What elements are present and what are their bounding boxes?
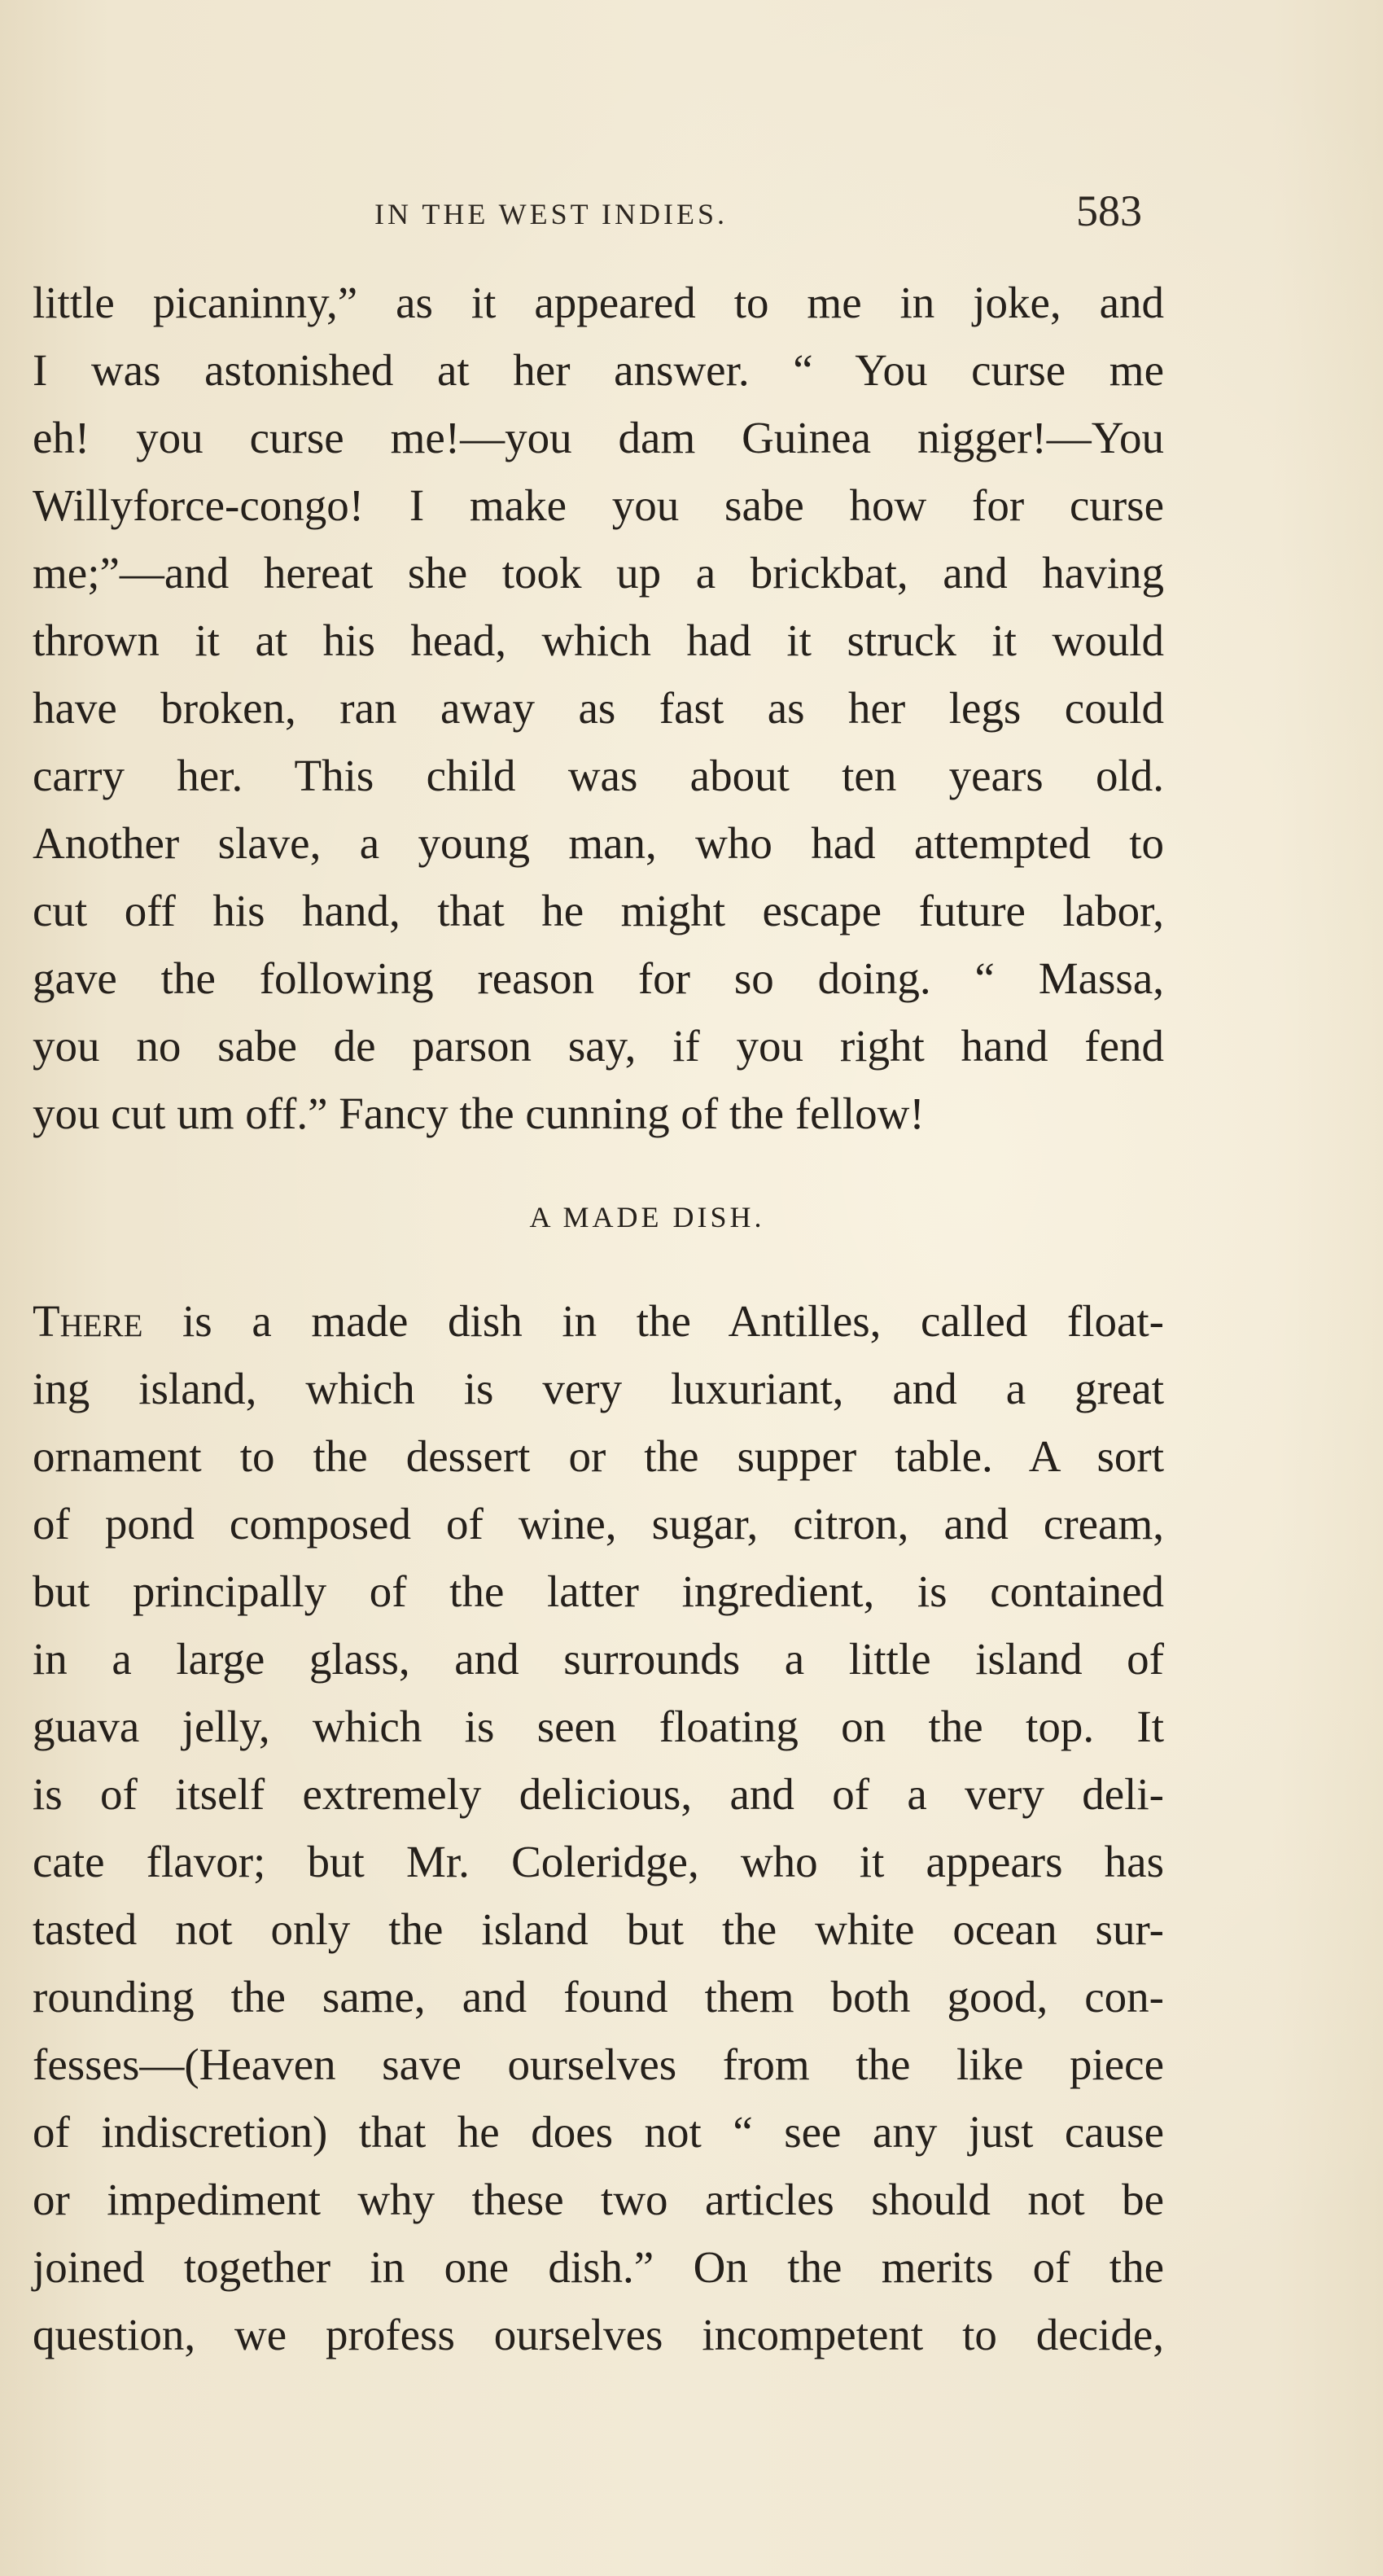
text-line: I was astonished at her answer. “ You curse me <box>33 345 1164 395</box>
body-text <box>33 269 1164 2368</box>
running-title: IN THE WEST INDIES. <box>374 198 728 230</box>
text-line: Another slave, a young man, who had attempted to <box>33 818 1164 868</box>
running-head <box>0 186 1383 243</box>
text-line: of indiscretion) that he does not “ see any just cause <box>33 2107 1164 2157</box>
text-line: of pond composed of wine, sugar, citron, and cream, <box>33 1499 1164 1549</box>
paragraph-continued <box>33 269 1164 1147</box>
section-heading: A MADE DISH. <box>529 1201 765 1233</box>
text-line: you cut um off.” Fancy the cunning of the fellow! <box>33 1089 925 1138</box>
text-line: or impediment why these two articles should not be <box>33 2175 1164 2224</box>
text-line: have broken, ran away as fast as her legs could <box>33 683 1164 733</box>
text-line: gave the following reason for so doing. “ Massa, <box>33 953 1164 1003</box>
text-line: eh! you curse me!—you dam Guinea nigger!—You <box>33 413 1164 462</box>
text-line: cate flavor; but Mr. Coleridge, who it appears has <box>33 1837 1164 1886</box>
text-line: thrown it at his head, which had it struck it would <box>33 616 1164 665</box>
drop-word: There <box>33 1296 143 1346</box>
text-line: joined together in one dish.” On the merits of the <box>33 2242 1164 2292</box>
text-line: ornament to the dessert or the supper table. A sort <box>33 1431 1164 1481</box>
text-line: cut off his hand, that he might escape future labor, <box>33 886 1164 935</box>
text-line: fesses—(Heaven save ourselves from the like piece <box>33 2039 1164 2089</box>
text-line: you no sabe de parson say, if you right hand fend <box>33 1021 1164 1071</box>
text-line: ing island, which is very luxuriant, and a great <box>33 1364 1164 1413</box>
text-line: Willyforce-congo! I make you sabe how for curse <box>33 480 1164 530</box>
text-line: little picaninny,” as it appeared to me in joke, and <box>33 278 1164 327</box>
text-line: but principally of the latter ingredient, is contained <box>33 1566 1164 1616</box>
section-paragraph <box>33 1287 1164 2368</box>
first-line-rest: is a made dish in the Antilles, called float- <box>142 1296 1164 1346</box>
text-line: guava jelly, which is seen floating on the top. It <box>33 1702 1164 1751</box>
text-line: me;”—and hereat she took up a brickbat, and having <box>33 548 1164 598</box>
text-line: question, we profess ourselves incompetent to decide, <box>33 2310 1164 2359</box>
page-number: 583 <box>1076 186 1142 235</box>
text-line: tasted not only the island but the white ocean sur- <box>33 1904 1164 1954</box>
text-line: in a large glass, and surrounds a little island of <box>33 1634 1164 1684</box>
text-line: rounding the same, and found them both good, con- <box>33 1972 1164 2022</box>
text-line-first <box>33 1287 1164 1355</box>
text-line: carry her. This child was about ten years old. <box>33 751 1164 800</box>
text-line: is of itself extremely delicious, and of a very deli- <box>33 1769 1164 1819</box>
